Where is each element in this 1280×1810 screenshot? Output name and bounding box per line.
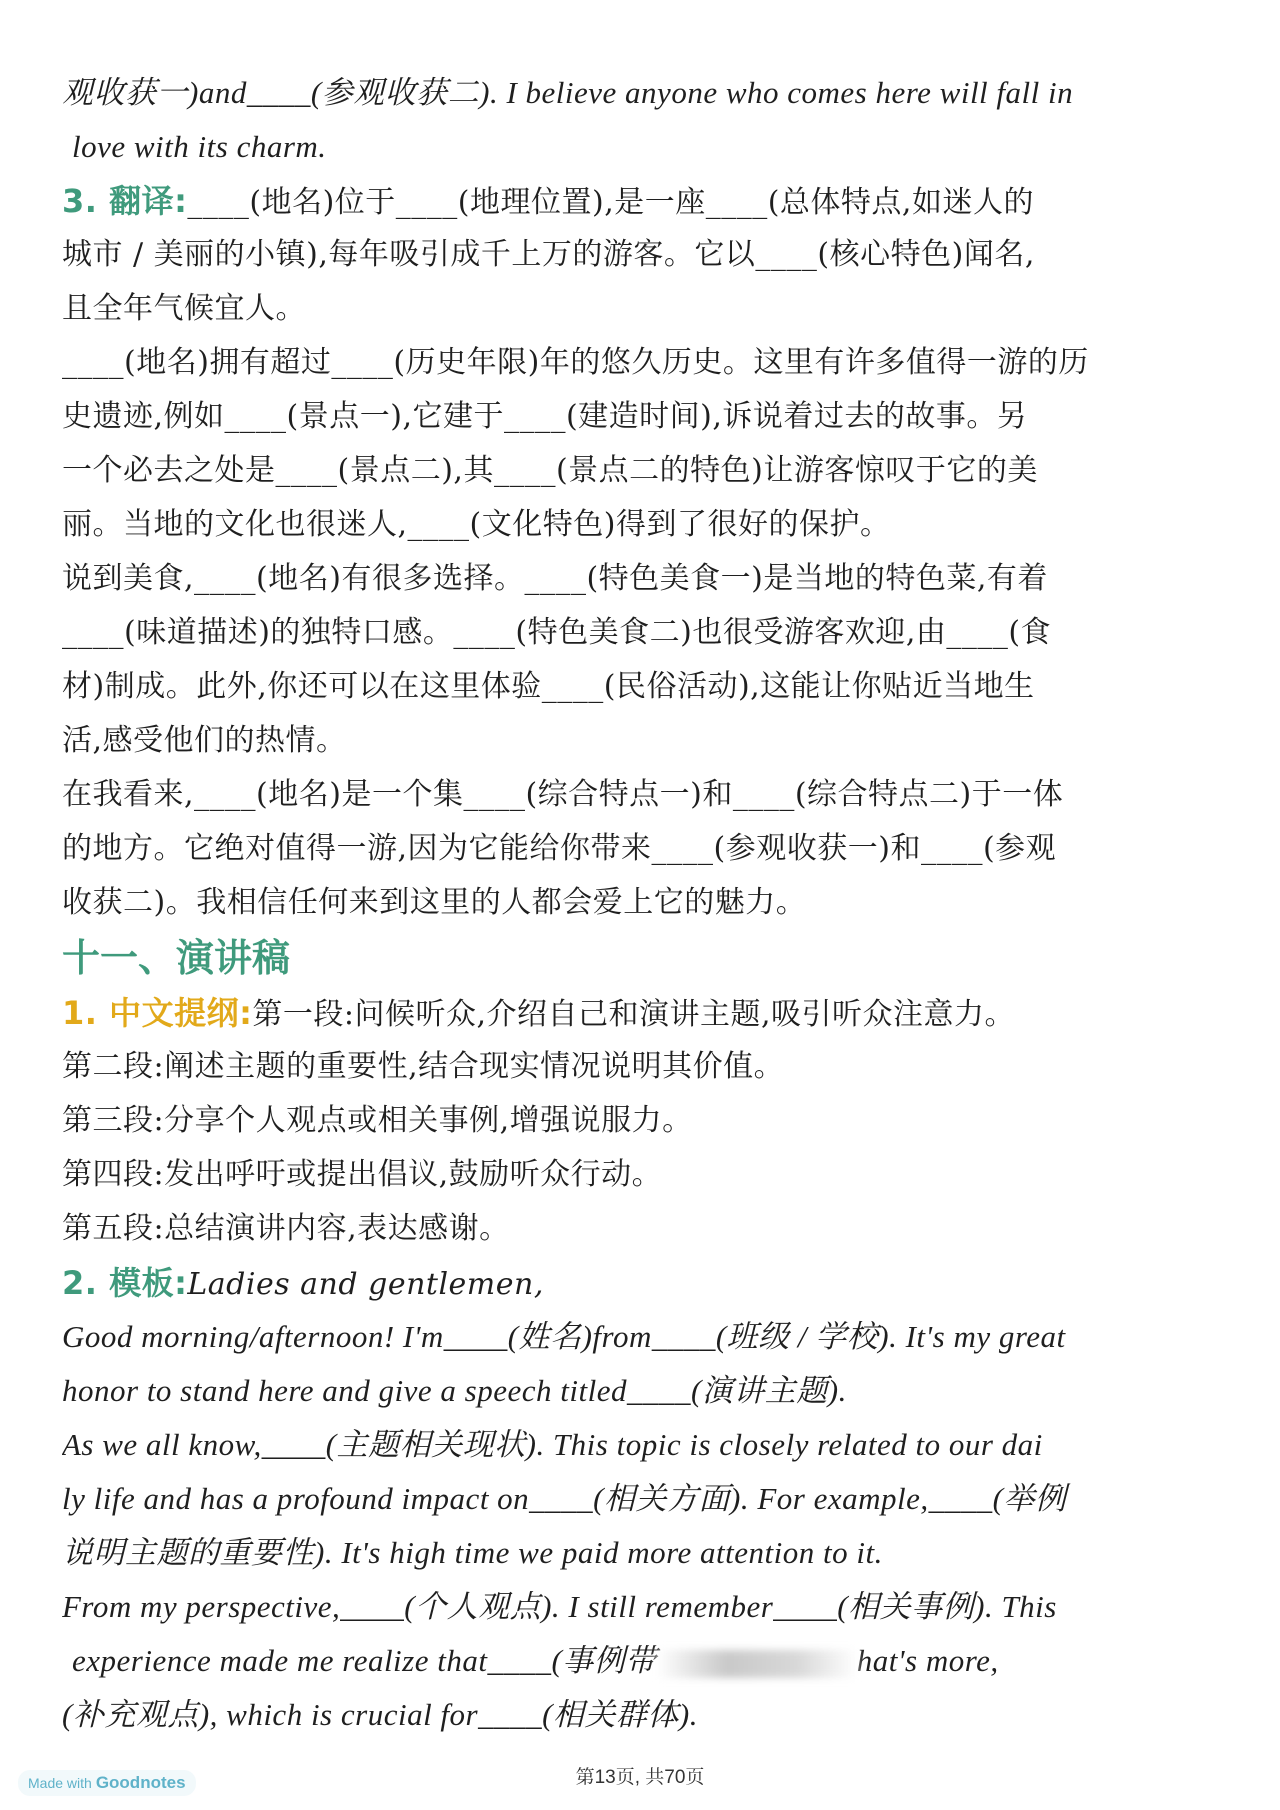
text-line: 一个必去之处是____(景点二),其____(景点二的特色)让游客惊叹于它的美 — [62, 453, 1038, 488]
text-line: From my perspective,____(个人观点). I still remember____(相关事例). This — [62, 1589, 1057, 1624]
text-line: Good morning/afternoon! I'm____(姓名)from____(班级 / 学校). It's my great — [62, 1319, 1066, 1354]
text-line: honor to stand here and give a speech titled____(演讲主题). — [62, 1373, 847, 1408]
text-line: As we all know,____(主题相关现状). This topic is closely related to our dai — [62, 1427, 1043, 1462]
text-content: ____(地名)位于____(地理位置),是一座____(总体特点,如迷人的 — [187, 185, 1034, 220]
text-line: 第二段:阐述主题的重要性,结合现实情况说明其价值。 — [62, 1049, 785, 1084]
text-line: ____(味道描述)的独特口感。____(特色美食二)也很受游客欢迎,由____(食 — [62, 615, 1052, 650]
item-number: 3. 翻译: — [62, 182, 188, 220]
text-line: 且全年气候宜人。 — [62, 291, 306, 326]
text-content: hat's more, — [856, 1643, 999, 1678]
text-line: 城市 / 美丽的小镇),每年吸引成千上万的游客。它以____(核心特色)闻名, — [62, 237, 1035, 272]
text-line: 说到美食,____(地名)有很多选择。____(特色美食一)是当地的特色菜,有着 — [62, 561, 1048, 596]
section-heading: 十一、演讲稿 — [62, 936, 291, 980]
redaction-blur — [657, 1650, 857, 1678]
text-content: experience made me realize that____(事例带 — [72, 1643, 657, 1678]
text-line: 第三段:分享个人观点或相关事例,增强说服力。 — [62, 1103, 693, 1138]
text-line — [62, 174, 1220, 228]
text-line: (补充观点), which is crucial for____(相关群体). — [62, 1697, 699, 1732]
text-content: 第一段:问候听众,介绍自己和演讲主题,吸引听众注意力。 — [252, 997, 1016, 1032]
text-line: 在我看来,____(地名)是一个集____(综合特点一)和____(综合特点二)于一体 — [62, 777, 1064, 812]
text-line: 活,感受他们的热情。 — [62, 723, 347, 758]
item-number: 1. 中文提纲: — [62, 994, 253, 1032]
text-line: 的地方。它绝对值得一游,因为它能给你带来____(参观收获一)和____(参观 — [62, 831, 1057, 866]
text-line: 收获二)。我相信任何来到这里的人都会爱上它的魅力。 — [62, 885, 807, 920]
text-line: 说明主题的重要性). It's high time we paid more attention to it. — [62, 1535, 883, 1570]
badge-brand: Goodnotes — [95, 1773, 186, 1792]
badge-made-with: Made with — [28, 1775, 92, 1791]
text-line: 材)制成。此外,你还可以在这里体验____(民俗活动),这能让你贴近当地生 — [62, 669, 1035, 704]
text-line: 史遗迹,例如____(景点一),它建于____(建造时间),诉说着过去的故事。另 — [62, 399, 1028, 434]
item-number: 2. 模板: — [62, 1264, 188, 1302]
text-line: 第四段:发出呼吁或提出倡议,鼓励听众行动。 — [62, 1157, 663, 1192]
text-line: 观收获一)and____(参观收获二). I believe anyone who comes here will fall in — [62, 75, 1074, 110]
text-line — [62, 1634, 1220, 1688]
text-line: 丽。当地的文化也很迷人,____(文化特色)得到了很好的保护。 — [62, 507, 891, 542]
text-line — [62, 986, 1220, 1040]
text-content: Ladies and gentlemen, — [187, 1267, 544, 1302]
page-number: 第13页, 共70页 — [575, 1767, 705, 1788]
text-line: love with its charm. — [72, 129, 327, 164]
text-line: 第五段:总结演讲内容,表达感谢。 — [62, 1211, 510, 1246]
text-line: ly life and has a profound impact on____(相关方面). For example,____(举例 — [62, 1481, 1067, 1516]
text-line: ____(地名)拥有超过____(历史年限)年的悠久历史。这里有许多值得一游的历 — [62, 345, 1089, 380]
text-line — [62, 1256, 1220, 1310]
